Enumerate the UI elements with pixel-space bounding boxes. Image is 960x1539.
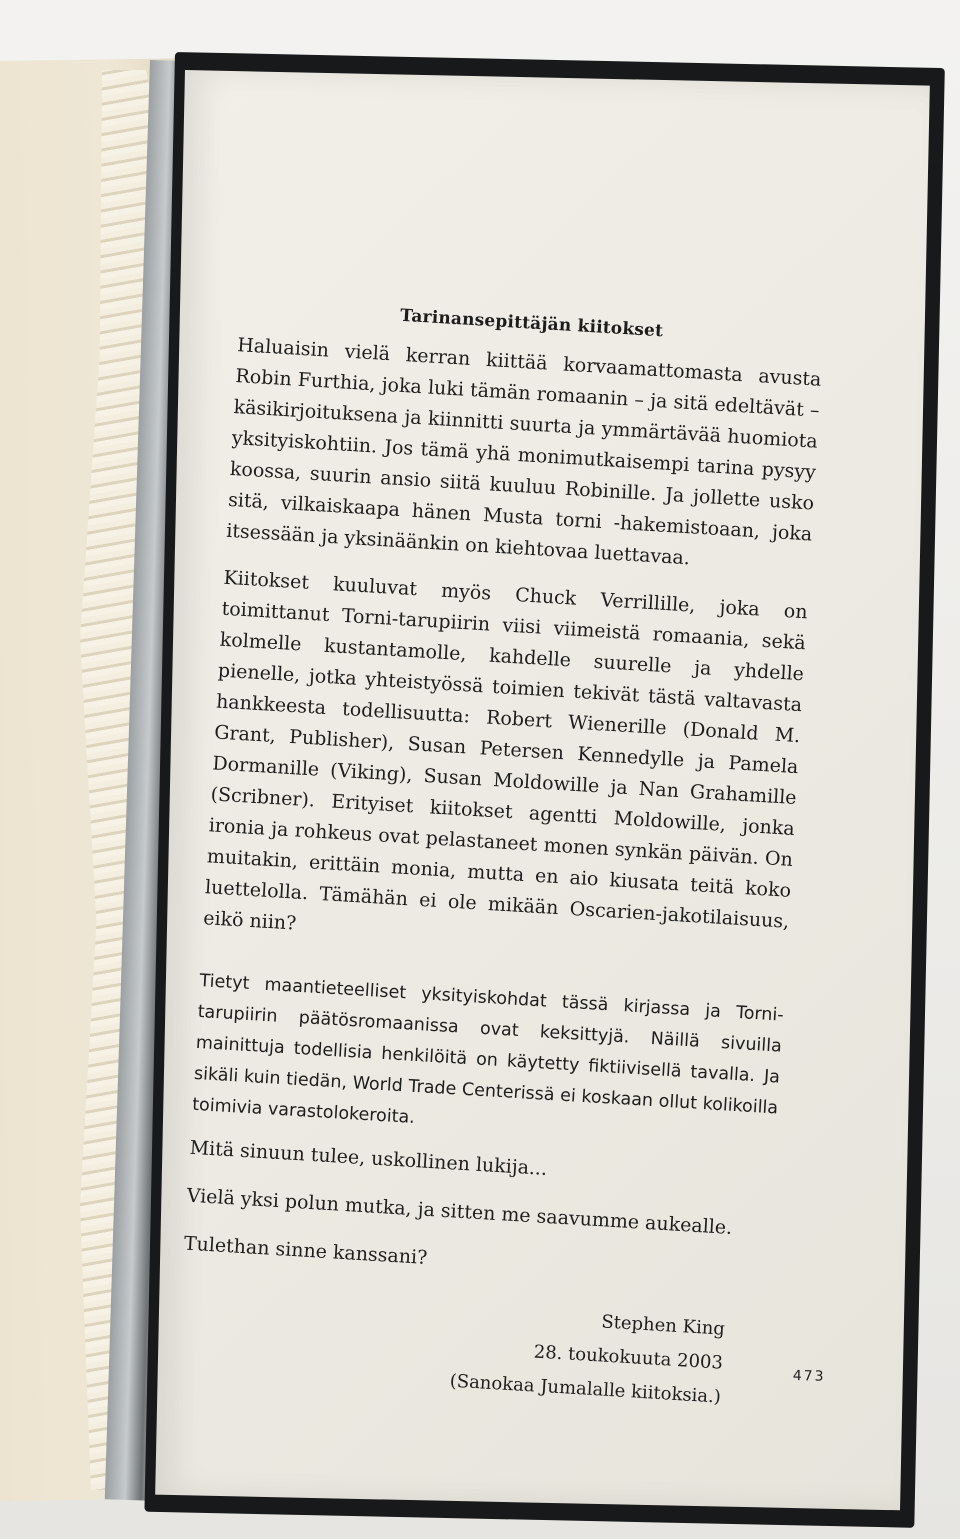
paragraph-1: Haluaisin vielä kerran kiittää korvaamattomasta avusta Robin Furthia, joka luki tämän romaanin – ja sitä edeltävät – käsikirjoituksena ja kiinnitti suurta ja ymmärtävää huomiota yksityiskohtiin. Jos tämä yhä monimutkaisempi tarina pysyy koossa, suurin ansio siitä kuuluu Robinille. Ja jollette usko sitä, vilkaiskaapa hänen Musta torni -hakemistoaan, joka itsessään ja yksinäänkin on kiehtovaa luettavaa. (225, 334, 822, 570)
book-page (155, 70, 930, 1510)
page-number: 473 (792, 1368, 826, 1385)
paragraph-2: Kiitokset kuuluvat myös Chuck Verrillille, joka on toimittanut Torni-tarupiirin viisi viimeistä romaania, sekä kolmelle kustantamolle, kahdelle suurelle ja yhdelle pienelle, jotka yhteistyössä toimien tekivät tästä valtavasta hankkeesta todellisuutta: Robert Wienerille (Donald M. Grant, Publisher), Susan Petersen Kennedylle ja Pamela Dormanille (Viking), Susan Moldowille ja Nan Grahamille (Scribner). Erityiset kiitokset agentti Moldowille, jonka ironia ja rohkeus ovat pelastaneet monen synkän päivän. On muitakin, erittäin monia, mutta en aio kiusata teitä koko luettelolla. Tämähän ei ole mikään Oscarien-jakotilaisuus, eikö niin? (202, 566, 809, 935)
page-content (176, 296, 824, 1417)
closing-line-3: Tulethan sinne kanssani? (183, 1232, 428, 1269)
paragraph-3: Tietyt maantieteelliset yksityiskohdat tässä kirjassa ja Torni-tarupiirin päätösromaanissa ovat keksittyjä. Näillä sivuilla mainittuja todellisia henkilöitä on käytetty fiktiivisellä tavalla. Ja sikäli kuin tiedän, World Trade Centerissä ei koskaan ollut kolikoilla toimivia varastolokeroita. (191, 971, 785, 1128)
page-title: Tarinansepittäjän kiitokset (399, 305, 664, 342)
signature-author: Stephen King (600, 1311, 726, 1340)
signature-note: (Sanokaa Jumalalle kiitoksia.) (449, 1370, 722, 1408)
signature-date: 28. toukokuuta 2003 (533, 1341, 724, 1374)
closing-line-1: Mitä sinuun tulee, uskollinen lukija... (189, 1136, 548, 1180)
closing-line-2: Vielä yksi polun mutka, ja sitten me saavumme aukealle. (186, 1184, 733, 1239)
